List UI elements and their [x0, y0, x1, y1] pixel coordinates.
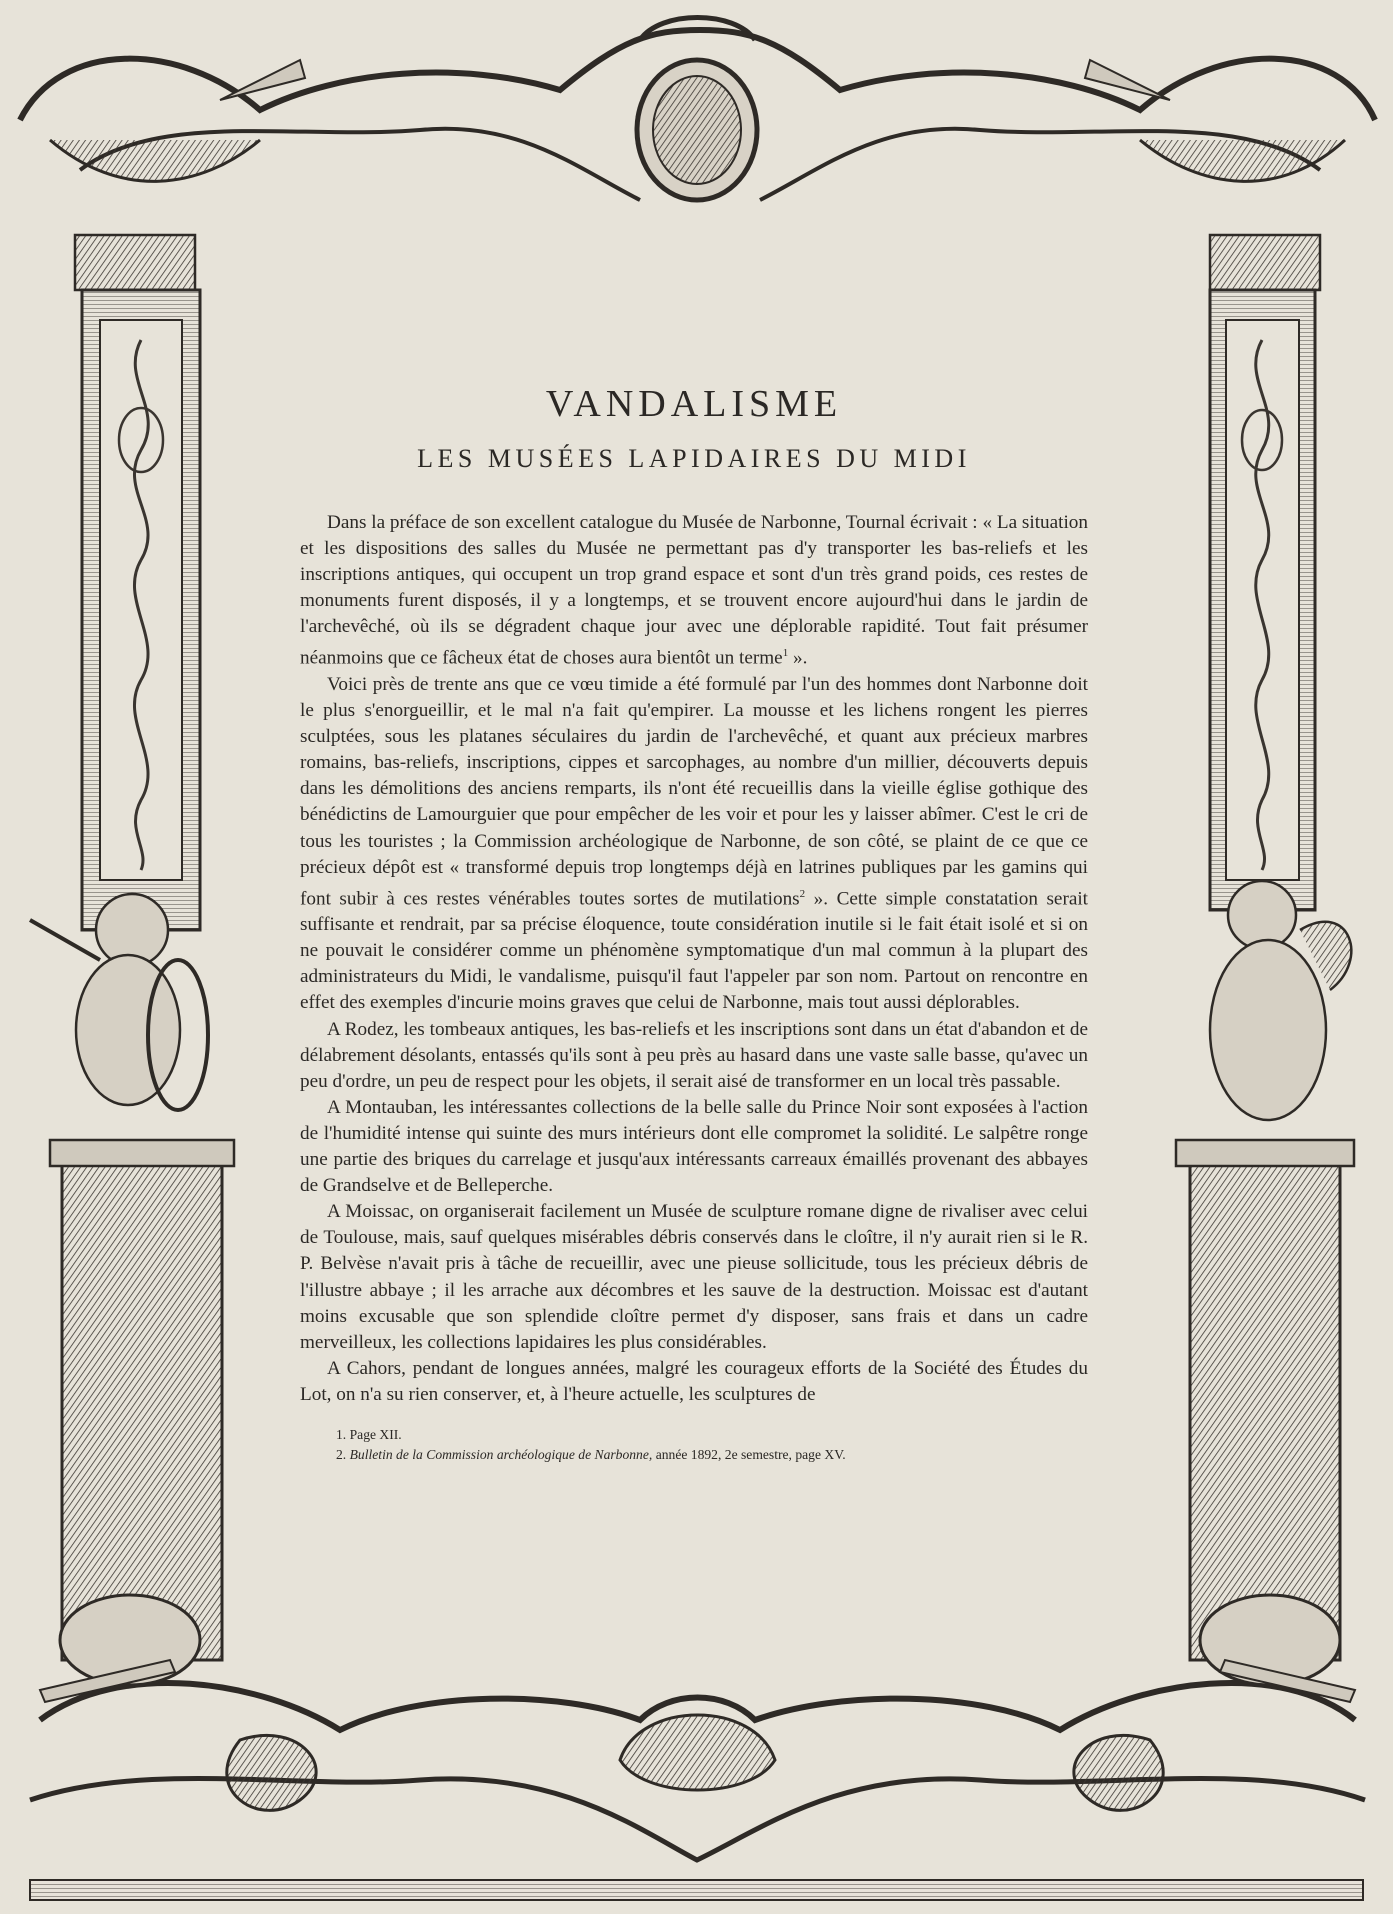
paragraph: A Cahors, pendant de longues années, malgré les courageux efforts de la Société des Études du Lot, on n'a su rien conserver, et, à l'heure actuelle, les sculptures de: [300, 1357, 1088, 1405]
footnote: 2. Bulletin de la Commission archéologique de Narbonne, année 1892, 2e semestre, page XV.: [336, 1446, 846, 1462]
article-title: VANDALISME: [545, 383, 843, 425]
paragraph: A Montauban, les intéressantes collections de la belle salle du Prince Noir sont exposées à l'action de l'humidité intense qui suinte des murs intérieurs dont elle compromet la solidité. Le salpêtre ronge une partie des briques du carrelage et jusqu'aux intéressants carreaux émaillés provenant des abbayes de Grandselve et de Belleperche.: [300, 1096, 1088, 1197]
paragraph: A Moissac, on organiserait facilement un Musée de sculpture romane digne de rivaliser avec celui de Toulouse, mais, sauf quelques misérables débris conservés dans le cloître, il n'y aurait rien si le R. P. Belvèse n'avait pris à tâche de recueillir, avec une pieuse sollicitude, tous les précieux débris de l'illustre abbaye ; il les arrache aux décombres et les sauve de la destruction. Moissac est d'autant moins excusable que son splendide cloître permet d'y disposer, sans frais et dans un cadre merveilleux, les collections lapidaires les plus considérables.: [300, 1201, 1088, 1353]
bottom-cartouche: [30, 1595, 1365, 1900]
paragraph: Voici près de trente ans que ce vœu timide a été formulé par l'un des hommes dont Narbonne doit le plus s'enorgueillir, et le mal n'a fait qu'empirer. La mousse et les lichens rongent les pierres sculptées, sous les platanes séculaires du jardin de l'archevêché, et quant aux précieux marbres romains, bas-reliefs, inscriptions, cippes et sarcophages, au nombre d'un millier, découverts depuis dans les démolitions des anciens remparts, ils n'ont été recueillis dans la vieille église gothique des bénédictins de Lamourguier que pour empêcher de les voir et pour les y laisser abîmer. C'est le cri de tous les touristes ; la Commission archéologique de Narbonne, de son côté, se plaint de ce que ce précieux dépôt est « transformé depuis trop longtemps déjà en latrines publiques par les gamins qui font subir à ces restes vénérables toutes sortes de mutilations$^2$ ». Cette simple constatation serait suffisante et rendrait, par sa précise éloquence, toute considération inutile si le fait était isolé et si on ne pouvait le considérer comme un phénomène symptomatique d'un mal commun à la plupart des administrateurs du Midi, le vandalisme, puisqu'il faut l'appeler par son nom. Partout on rencontre en effet des exemples d'incurie moins graves que celui de Narbonne, mais tout aussi déplorables.: [300, 673, 1089, 1014]
footnote-marker: 2: [799, 887, 806, 900]
article: [300, 382, 1088, 1465]
paragraph: A Rodez, les tombeaux antiques, les bas-reliefs et les inscriptions sont dans un état d'abandon et de délabrement désolants, entassés qu'ils sont à peu près au hasard dans une vaste salle basse, qu'avec un peu d'ordre, un peu de respect pour les objets, il serait aisé de transformer en un local très passable.: [300, 1018, 1088, 1092]
footnote-marker: 1: [782, 647, 789, 660]
footnote: 1. Page XII.: [336, 1426, 402, 1442]
footnotes: [300, 1425, 1088, 1465]
article-subtitle: LES MUSÉES LAPIDAIRES DU MIDI: [417, 444, 971, 473]
article-body: [300, 510, 1088, 1408]
right-cherub: [1210, 881, 1351, 1120]
paragraph: Dans la préface de son excellent catalogue du Musée de Narbonne, Tournal écrivait : « La situation et les dispositions des salles du Musée ne permettant pas d'y transporter les bas-reliefs et les inscriptions antiques, qui occupent un trop grand espace et sont d'un très grand poids, ces restes de monuments furent disposés, il y a longtemps, et se trouvent encore aujourd'hui dans le jardin de l'archevêché, où ils se dégradent chaque jour avec une déplorable rapidité. Tout fait présumer néanmoins que ce fâcheux état de choses aura bientôt un terme$^1$ ».: [300, 512, 1088, 669]
top-cartouche: [20, 18, 1375, 291]
